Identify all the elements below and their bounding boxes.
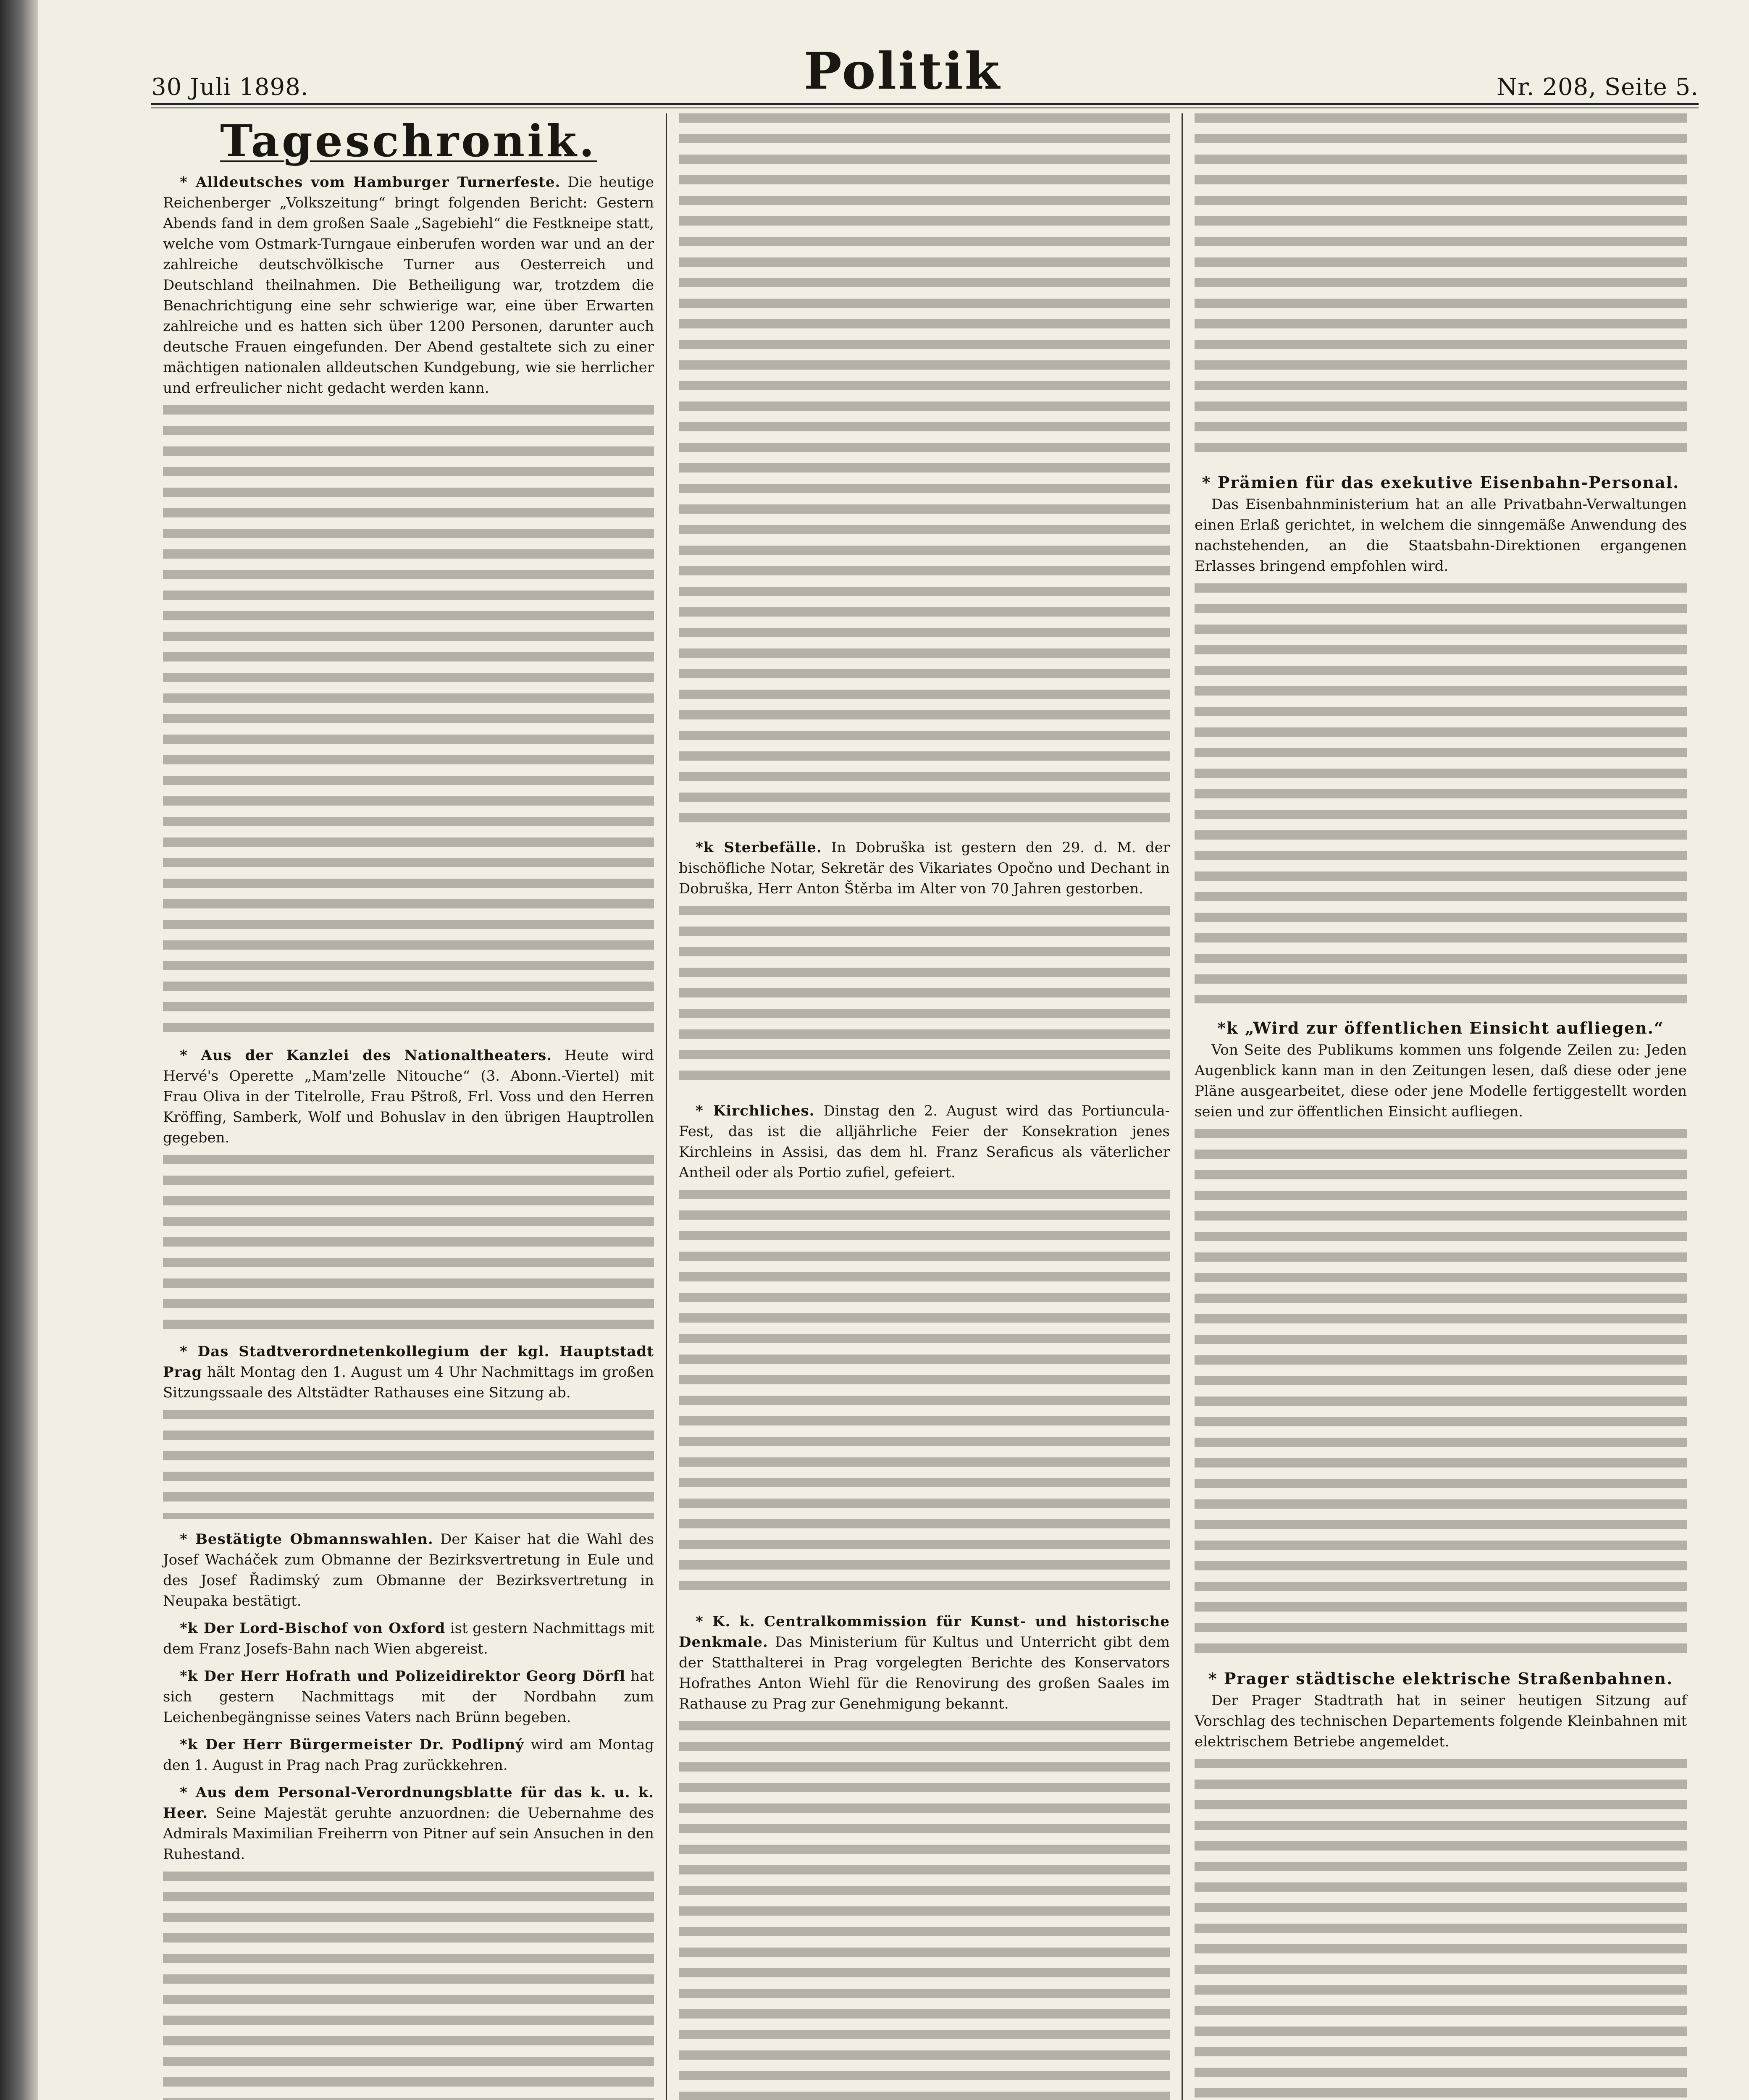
article-headline: *k Der Lord-Bischof von Oxford [180, 1620, 446, 1637]
article-obmannswahlen [163, 1529, 654, 1612]
article-headline: * Kirchliches. [696, 1102, 815, 1119]
article-nationaltheater [163, 1045, 654, 1148]
article-einsicht [1195, 1040, 1687, 1122]
article-heading-praemien: * Prämien für das exekutive Eisenbahn-Personal. [1202, 473, 1680, 492]
header-rule [151, 103, 1699, 108]
article-body: Von Seite des Publikums kommen uns folgende Zeilen zu: Jeden Augenblick kann man in den Zeitungen lesen, daß diese oder jene Pläne ausgearbeitet, diese oder jene Modelle fertiggestellt worden seien und zur öffentlichen Einsicht aufliegen. [1195, 1042, 1687, 1120]
article-heading-einsicht: *k „Wird zur öffentlichen Einsicht aufliegen.“ [1217, 1018, 1664, 1037]
column-3 [1183, 113, 1699, 2100]
article-body: Seine Majestät geruhte anzuordnen: die Uebernahme des Admirals Maximilian Freiherrn von Pitner auf sein Ansuchen in den Ruhestand. [163, 1805, 654, 1863]
article-body: Heute wird Hervé's Operette „Mam'zelle Nitouche“ (3. Abonn.-Viertel) mit Frau Oliva in der Titelrolle, Frau Pštroß, Frl. Voss und den Herren Kröffing, Samberk, Wolf und Bohuslav in den übrigen Hauptrollen gegeben. [163, 1047, 654, 1146]
article-praemien [1195, 494, 1687, 577]
article-continuation [1195, 113, 1687, 458]
article-body: hat sich gestern Nachmittags mit der Nordbahn zum Leichenbegängnisse seines Vaters nach Brünn begeben. [163, 1668, 654, 1726]
article-buergermeister [163, 1735, 654, 1776]
article-headline: *k Sterbefälle. [696, 839, 822, 856]
column-1 [151, 113, 667, 2100]
article-kirchliches [679, 1101, 1170, 1183]
scan-binding-edge [0, 0, 38, 2100]
article-heading-strassenbahnen: * Prager städtische elektrische Straßenbahnen. [1208, 1669, 1673, 1688]
issue-date: 30 Juli 1898. [151, 74, 309, 101]
article-continuation [679, 906, 1170, 1091]
column-2 [667, 113, 1183, 2100]
article-body: In Dobruška ist gestern den 29. d. M. der bischöfliche Notar, Sekretär des Vikariates Opočno und Dechant in Dobruška, Herr Anton Štěrba im Alter von 70 Jahren gestorben. [679, 839, 1170, 897]
article-headline: * Aus dem Personal-Verordnungsblatte für das k. u. k. Heer. [163, 1784, 654, 1822]
article-lord-bischof [163, 1618, 654, 1659]
article-personal-verordnungsblatt [163, 1782, 654, 1865]
article-continuation [1195, 583, 1687, 1003]
article-headline: *k Der Herr Bürgermeister Dr. Podlipný [180, 1736, 524, 1753]
article-continuation [679, 1190, 1170, 1601]
article-polizeidirektor [163, 1666, 654, 1728]
article-body: hält Montag den 1. August um 4 Uhr Nachmittags im großen Sitzungssaale des Altstädter Rathauses eine Sitzung ab. [163, 1364, 654, 1401]
article-headline: * K. k. Centralkommission für Kunst- und historische Denkmale. [679, 1613, 1170, 1651]
article-headline: * Aus der Kanzlei des Nationaltheaters. [180, 1047, 552, 1064]
article-centralkommission [679, 1612, 1170, 1714]
article-headline: * Das Stadtverordnetenkollegium der kgl. Hauptstadt Prag [163, 1343, 654, 1381]
article-body: Der Prager Stadtrath hat in seiner heutigen Sitzung auf Vorschlag des technischen Departements folgende Kleinbahnen mit elektrischem Betriebe angemeldet. [1195, 1692, 1687, 1750]
article-continuation [163, 1155, 654, 1331]
article-continuation [163, 1410, 654, 1519]
article-continuation [679, 113, 1170, 827]
article-strassenbahnen [1195, 1690, 1687, 1752]
article-body: ist gestern Nachmittags mit dem Franz Josefs-Bahn nach Wien abgereist. [163, 1620, 654, 1657]
article-continuation [1195, 1759, 1687, 2100]
section-title: Tageschronik. [220, 115, 597, 167]
page-header [151, 42, 1699, 101]
article-body: Das Ministerium für Kultus und Unterricht gibt dem der Statthalterei in Prag vorgelegten Berichte des Konservators Hofrathes Anton Wiehl für die Renovirung des großen Saales im Rathause zu Prag zur Genehmigung bekannt. [679, 1634, 1170, 1712]
article-continuation [1195, 1129, 1687, 1654]
article-continuation [679, 1721, 1170, 2100]
article-body: Der Kaiser hat die Wahl des Josef Wacháček zum Obmanne der Bezirksvertretung in Eule und des Josef Řadimský zum Obmanne der Bezirksvertretung in Neupaka bestätigt. [163, 1531, 654, 1609]
article-continuation [163, 1872, 654, 2100]
article-body: Dinstag den 2. August wird das Portiuncula-Fest, das ist die alljährliche Feier der Konsekration jenes Kirchleins in Assisi, das dem hl. Franz Seraficus als väterlicher Antheil oder als Portio zufiel, gefeiert. [679, 1102, 1170, 1181]
article-alldeutsches [163, 172, 654, 399]
newspaper-title: Politik [804, 42, 1001, 101]
article-continuation [163, 405, 654, 1035]
article-headline: * Bestätigte Obmannswahlen. [180, 1531, 433, 1548]
article-stadtverordnete [163, 1341, 654, 1403]
issue-number: Nr. 208, Seite 5. [1497, 74, 1699, 101]
article-sterbefaelle [679, 837, 1170, 899]
article-body: Die heutige Reichenberger „Volkszeitung“ bringt folgenden Bericht: Gestern Abends fand in dem großen Saale „Sagebiehl“ die Festkneipe statt, welche vom Ostmark-Turngaue einberufen worden war und an der zahlreiche deutschvölkische Turner aus Oesterreich und Deutschland theilnahmen. Die Betheiligung war, trotzdem die Benachrichtigung eine sehr schwierige war, eine über Erwarten zahlreiche und es hatten sich über 1200 Personen, darunter auch deutsche Frauen eingefunden. Der Abend gestaltete sich zu einer mächtigen nationalen alldeutschen Kundgebung, wie sie herrlicher und erfreulicher nicht gedacht werden kann. [163, 174, 654, 396]
article-body: Das Eisenbahnministerium hat an alle Privatbahn-Verwaltungen einen Erlaß gerichtet, in welchem die sinngemäße Anwendung des nachstehenden, an die Staatsbahn-Direktionen ergangenen Erlasses bringend empfohlen wird. [1195, 496, 1687, 575]
article-columns [151, 113, 1699, 2100]
article-body: wird am Montag den 1. August in Prag nach Prag zurückkehren. [163, 1736, 654, 1774]
article-headline: *k Der Herr Hofrath und Polizeidirektor Georg Dörfl [180, 1668, 626, 1685]
article-headline: * Alldeutsches vom Hamburger Turnerfeste. [180, 174, 561, 191]
